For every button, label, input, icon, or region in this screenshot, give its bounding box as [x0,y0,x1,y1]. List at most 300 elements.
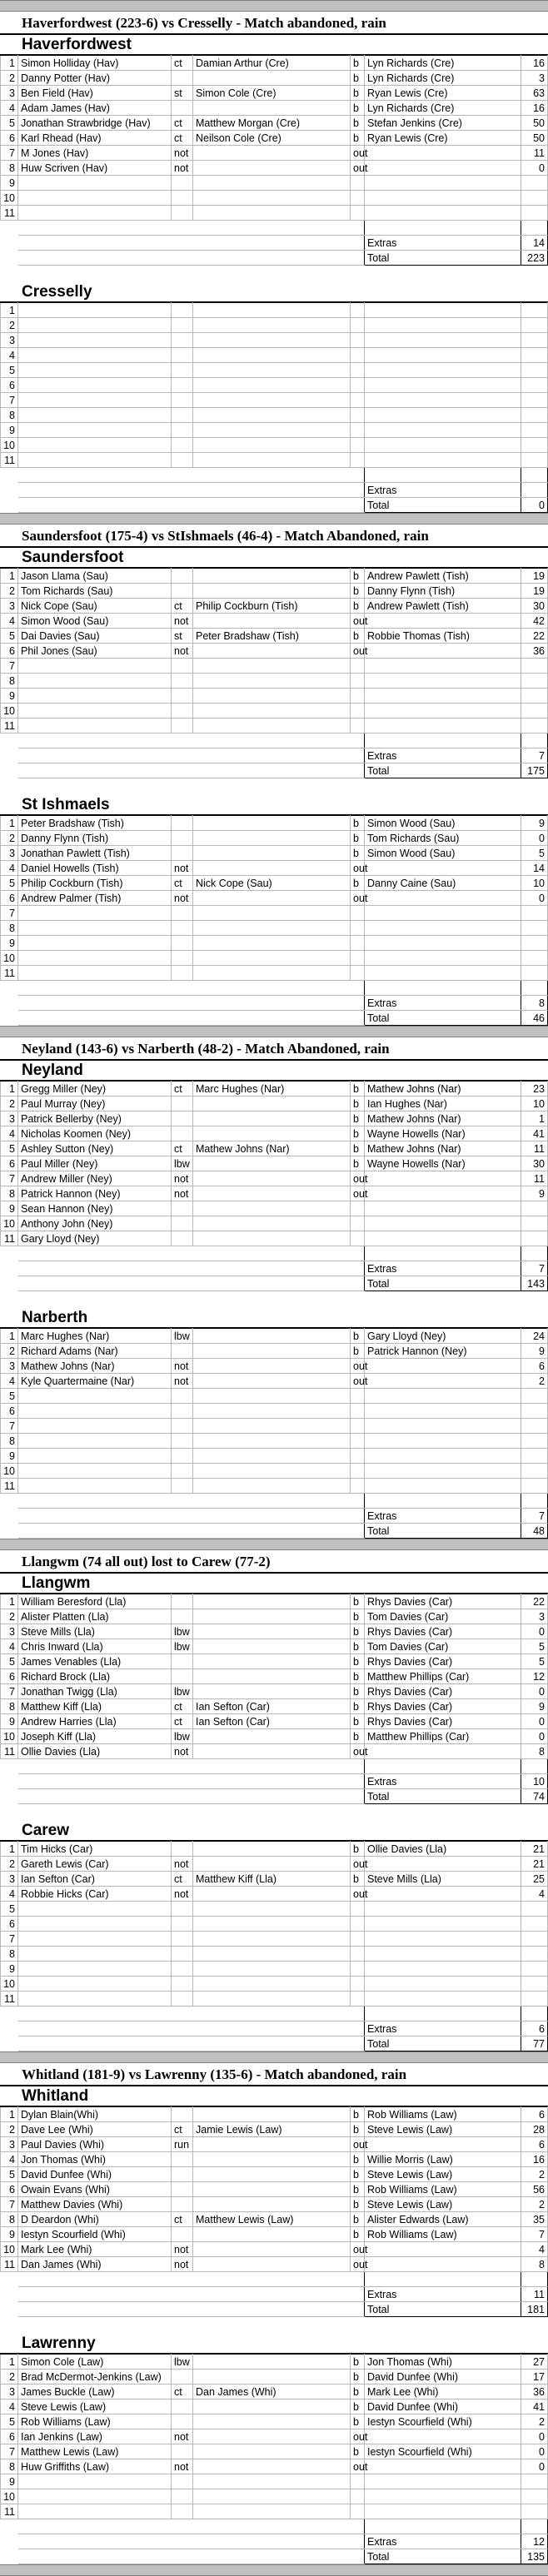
extras-row [1,2534,548,2549]
fielder-cell [193,2137,351,2152]
row-number: 3 [1,1624,18,1639]
fielder-cell [193,2152,351,2167]
batsman-cell: Richard Brock (Lla) [18,1669,172,1684]
bowled-marker-cell: b [351,1842,365,1857]
empty-cell [351,221,365,236]
fielder-cell [193,2429,351,2444]
bowled-marker-cell [351,951,365,966]
bowled-marker-cell: b [351,116,365,131]
extras-label: Extras [365,996,521,1011]
bowler-cell [365,1186,521,1201]
dismissal-cell: not [172,1374,193,1389]
dismissal-cell [172,1654,193,1669]
batsman-cell: Tom Richards (Sau) [18,584,172,599]
dismissal-cell [172,393,193,408]
batsman-cell [18,704,172,719]
row-number: 8 [1,161,18,176]
row-number: 5 [1,363,18,378]
runs-cell: 12 [521,1669,548,1684]
section-separator [0,1026,548,1037]
bowler-cell: Iestyn Scourfield (Whi) [365,2414,521,2429]
row-number: 4 [1,2152,18,2167]
dismissal-cell [172,921,193,936]
empty-cell [365,1246,521,1261]
batsman-cell [18,393,172,408]
fielder-cell [193,1842,351,1857]
empty-cell [351,483,365,498]
empty-cell [351,1276,365,1291]
total-value: 135 [521,2549,548,2564]
runs-cell [521,659,548,674]
row-number: 10 [1,1977,18,1992]
empty-cell [18,763,172,778]
batting-row [1,131,548,146]
extras-row [1,1774,548,1789]
row-number: 6 [1,378,18,393]
bowled-marker-cell [351,393,365,408]
dismissal-cell [172,1389,193,1404]
empty-cell [1,483,18,498]
batsman-cell: Adam James (Hav) [18,101,172,116]
fielder-cell [193,2414,351,2429]
empty-cell [172,2549,193,2564]
bowler-cell [365,2474,521,2489]
batsman-cell [18,378,172,393]
dismissal-cell: ct [172,131,193,146]
row-number: 10 [1,191,18,206]
dismissal-cell [172,1464,193,1479]
dismissal-cell [172,1609,193,1624]
bowler-cell [365,1464,521,1479]
bowled-marker-cell: b [351,1684,365,1699]
fielder-cell [193,846,351,861]
empty-cell [1,2519,18,2534]
runs-cell: 22 [521,1594,548,1609]
bowled-marker-cell: b [351,816,365,831]
batsman-cell [18,2504,172,2519]
fielder-cell: Matthew Lewis (Law) [193,2212,351,2227]
empty-cell [172,996,193,1011]
bowled-marker-cell [351,348,365,363]
dismissal-cell [172,408,193,423]
bowler-cell: Rhys Davies (Car) [365,1699,521,1714]
row-number: 8 [1,921,18,936]
batting-row [1,1449,548,1464]
bowled-marker-cell: b [351,629,365,644]
empty-cell [172,748,193,763]
row-number: 9 [1,1449,18,1464]
batsman-cell [18,674,172,689]
bowled-marker-cell: b [351,1714,365,1729]
extras-label: Extras [365,2287,521,2302]
dismissal-cell [172,1932,193,1947]
bowled-marker-cell: b [351,1669,365,1684]
bowled-marker-cell [351,966,365,981]
bowler-cell [365,1947,521,1962]
dismissal-cell [172,951,193,966]
bowled-marker-cell: b [351,876,365,891]
dismissal-cell: not [172,161,193,176]
fielder-cell: Matthew Kiff (Lla) [193,1872,351,1887]
batting-row [1,101,548,116]
empty-cell [1,2022,18,2036]
row-number: 2 [1,318,18,333]
bowled-marker-cell: b [351,584,365,599]
batting-row [1,176,548,191]
runs-cell: 16 [521,56,548,71]
empty-cell [351,236,365,251]
batting-row [1,1126,548,1141]
fielder-cell [193,1097,351,1111]
bowled-marker-cell: b [351,846,365,861]
bowled-marker-cell: b [351,569,365,584]
bowler-cell [365,689,521,704]
bowled-marker-cell: b [351,2370,365,2385]
row-number: 2 [1,1857,18,1872]
batsman-cell: Peter Bradshaw (Tish) [18,816,172,831]
row-number: 2 [1,1097,18,1111]
batsman-cell: Jason Llama (Sau) [18,569,172,584]
batsman-cell: Paul Murray (Ney) [18,1097,172,1111]
dismissal-cell [172,1669,193,1684]
empty-cell [193,1524,351,1539]
dismissal-cell [172,2504,193,2519]
dismissal-cell: st [172,629,193,644]
bowler-cell [365,1992,521,2007]
batting-row [1,719,548,734]
batsman-cell [18,408,172,423]
batting-row [1,2474,548,2489]
team-name: Narberth [0,1308,548,1328]
dismissal-cell [172,1097,193,1111]
bowled-marker-cell [351,333,365,348]
batting-row [1,1744,548,1759]
bowler-cell [365,363,521,378]
runs-cell: 0 [521,2429,548,2444]
empty-cell [172,1524,193,1539]
empty-cell [172,2287,193,2302]
bowler-cell [365,378,521,393]
batting-row [1,1141,548,1156]
batting-row [1,644,548,659]
runs-cell: 0 [521,161,548,176]
runs-cell: 7 [521,2227,548,2242]
fielder-cell [193,2167,351,2182]
spacer-row [1,981,548,996]
row-number: 10 [1,438,18,453]
fielder-cell [193,816,351,831]
bowler-cell: Simon Wood (Sau) [365,846,521,861]
fielder-cell [193,2107,351,2122]
dismissal-cell: not [172,1744,193,1759]
batting-row [1,318,548,333]
extras-label: Extras [365,236,521,251]
match-title: Whitland (181-9) vs Lawrenny (135-6) - Match abandoned, rain [0,2063,548,2086]
fielder-cell: Ian Sefton (Car) [193,1699,351,1714]
batsman-cell [18,1404,172,1419]
bowler-cell: Rob Williams (Law) [365,2182,521,2197]
batsman-cell [18,438,172,453]
batting-row [1,1329,548,1344]
extras-label: Extras [365,1261,521,1276]
fielder-cell [193,1669,351,1684]
row-number: 11 [1,1479,18,1494]
fielder-cell [193,176,351,191]
batsman-cell: Robbie Hicks (Car) [18,1887,172,1902]
dismissal-cell: not [172,2242,193,2257]
empty-cell [18,2302,172,2317]
runs-cell: 14 [521,861,548,876]
fielder-cell [193,659,351,674]
row-number: 11 [1,2257,18,2272]
row-number: 2 [1,1609,18,1624]
batting-row [1,966,548,981]
batting-row [1,2197,548,2212]
batsman-cell: Paul Miller (Ney) [18,1156,172,1171]
bowler-cell [365,333,521,348]
runs-cell: 9 [521,816,548,831]
fielder-cell [193,2399,351,2414]
batting-row [1,861,548,876]
empty-cell [193,1246,351,1261]
dismissal-cell: not [172,146,193,161]
row-number: 11 [1,1231,18,1246]
dismissal-cell [172,584,193,599]
bowler-cell: Jon Thomas (Whi) [365,2355,521,2370]
batting-row [1,1977,548,1992]
row-number: 9 [1,1201,18,1216]
dismissal-cell [172,191,193,206]
runs-cell: 56 [521,2182,548,2197]
extras-row [1,483,548,498]
bowler-cell [365,1171,521,1186]
bowled-marker-cell: b [351,2227,365,2242]
fielder-cell [193,101,351,116]
empty-cell [18,1246,172,1261]
bowled-marker-cell: b [351,2107,365,2122]
row-number: 7 [1,1419,18,1434]
dismissal-cell [172,1947,193,1962]
empty-cell [351,996,365,1011]
empty-cell [365,2007,521,2022]
fielder-cell [193,2459,351,2474]
row-number: 5 [1,876,18,891]
batsman-cell [18,1992,172,2007]
bowler-cell: Mark Lee (Whi) [365,2385,521,2399]
empty-cell [172,2036,193,2051]
empty-cell [18,1261,172,1276]
fielder-cell [193,704,351,719]
empty-cell [193,221,351,236]
batsman-cell: Andrew Miller (Ney) [18,1171,172,1186]
total-row [1,2302,548,2317]
bowler-cell [365,921,521,936]
bowler-cell [365,2242,521,2257]
batting-row [1,56,548,71]
row-number: 9 [1,1962,18,1977]
runs-cell [521,951,548,966]
batsman-cell [18,453,172,468]
dismissal-cell [172,2182,193,2197]
dismissal-cell: not [172,644,193,659]
bowled-marker-cell: out [351,146,365,161]
bowler-cell [365,408,521,423]
row-number: 8 [1,1434,18,1449]
dismissal-cell [172,1479,193,1494]
batsman-cell [18,906,172,921]
bowler-cell [365,1231,521,1246]
runs-cell: 3 [521,1609,548,1624]
dismissal-cell: ct [172,116,193,131]
section-separator [0,2564,548,2576]
runs-cell: 50 [521,116,548,131]
total-row [1,2549,548,2564]
fielder-cell: Dan James (Whi) [193,2385,351,2399]
empty-cell [365,2272,521,2287]
empty-cell [193,981,351,996]
empty-cell [193,748,351,763]
row-number: 4 [1,861,18,876]
batting-row [1,408,548,423]
empty-cell [172,2302,193,2317]
empty-cell [365,1759,521,1774]
bowler-cell [365,146,521,161]
bowler-cell [365,2489,521,2504]
dismissal-cell: not [172,1887,193,1902]
dismissal-cell [172,348,193,363]
batsman-cell: Jonathan Twigg (Lla) [18,1684,172,1699]
batting-row [1,423,548,438]
bowled-marker-cell [351,1479,365,1494]
fielder-cell [193,1729,351,1744]
batting-row [1,1201,548,1216]
batsman-cell [18,2489,172,2504]
runs-cell [521,966,548,981]
empty-cell [172,2534,193,2549]
batting-row [1,1344,548,1359]
dismissal-cell [172,2107,193,2122]
total-row [1,1789,548,1804]
dismissal-cell: ct [172,1699,193,1714]
bowler-cell [365,719,521,734]
empty-cell [521,1246,548,1261]
empty-cell [18,1524,172,1539]
runs-cell: 9 [521,1344,548,1359]
row-number: 1 [1,2107,18,2122]
dismissal-cell [172,1404,193,1419]
match-section [0,0,548,513]
empty-cell [172,1261,193,1276]
bowled-marker-cell [351,191,365,206]
batting-row [1,1097,548,1111]
bowler-cell: Lyn Richards (Cre) [365,56,521,71]
bowled-marker-cell: b [351,1344,365,1359]
fielder-cell [193,1344,351,1359]
match-title: Saundersfoot (175-4) vs StIshmaels (46-4) - Match Abandoned, rain [0,525,548,548]
batting-row [1,674,548,689]
bowled-marker-cell [351,206,365,221]
dismissal-cell [172,1902,193,1917]
empty-cell [351,748,365,763]
batting-row [1,1887,548,1902]
bowled-marker-cell: b [351,56,365,71]
bowler-cell: Ollie Davies (Lla) [365,1842,521,1857]
extras-row [1,236,548,251]
row-number: 7 [1,2444,18,2459]
batsman-cell: Marc Hughes (Nar) [18,1329,172,1344]
batting-row [1,1857,548,1872]
bowled-marker-cell: out [351,1887,365,1902]
row-number: 8 [1,408,18,423]
bowler-cell [365,906,521,921]
runs-cell: 0 [521,1714,548,1729]
row-number: 6 [1,1669,18,1684]
batting-row [1,146,548,161]
batting-row [1,1594,548,1609]
extras-value: 7 [521,1261,548,1276]
batting-row [1,2122,548,2137]
row-number: 10 [1,2242,18,2257]
batsman-cell [18,951,172,966]
batsman-cell: Huw Scriven (Hav) [18,161,172,176]
runs-cell [521,1404,548,1419]
batting-row [1,614,548,629]
batsman-cell: Nicholas Koomen (Ney) [18,1126,172,1141]
empty-cell [193,2519,351,2534]
bowler-cell [365,348,521,363]
row-number: 3 [1,333,18,348]
bowled-marker-cell [351,1449,365,1464]
empty-cell [18,251,172,266]
batting-row [1,1872,548,1887]
empty-cell [1,981,18,996]
bowler-cell [365,1419,521,1434]
bowled-marker-cell: b [351,101,365,116]
batting-table [0,1841,548,2051]
empty-cell [1,1494,18,1509]
bowler-cell: Steve Lewis (Law) [365,2197,521,2212]
row-number: 1 [1,1594,18,1609]
empty-cell [193,2287,351,2302]
runs-cell: 41 [521,1126,548,1141]
batsman-cell [18,1947,172,1962]
fielder-cell [193,1434,351,1449]
runs-cell [521,363,548,378]
batting-row [1,951,548,966]
bowled-marker-cell: out [351,1359,365,1374]
fielder-cell [193,1329,351,1344]
bowled-marker-cell: b [351,2355,365,2370]
fielder-cell [193,453,351,468]
fielder-cell [193,1887,351,1902]
runs-cell: 4 [521,1887,548,1902]
empty-cell [351,1759,365,1774]
bowler-cell: Rob Williams (Law) [365,2107,521,2122]
bowled-marker-cell: b [351,2197,365,2212]
dismissal-cell [172,2399,193,2414]
fielder-cell [193,206,351,221]
fielder-cell [193,191,351,206]
runs-cell: 25 [521,1872,548,1887]
bowler-cell [365,423,521,438]
bowler-cell [365,2257,521,2272]
runs-cell [521,1992,548,2007]
bowler-cell: Tom Davies (Car) [365,1609,521,1624]
bowler-cell [365,1962,521,1977]
section-separator [0,0,548,12]
empty-cell [521,981,548,996]
bowled-marker-cell: b [351,1699,365,1714]
